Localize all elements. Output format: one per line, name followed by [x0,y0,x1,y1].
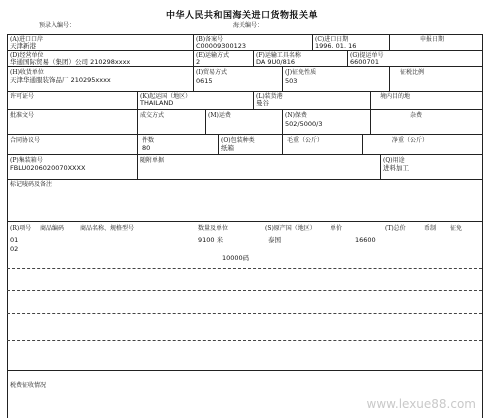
bill-of-lading-value: 6600701 [350,58,379,66]
goods-item-quantity: 9100 米 [198,236,224,244]
column-divider [370,91,371,109]
row-divider [7,109,482,110]
contract-no-label: 合同协议号 [10,137,41,144]
container-no-value: FBLU0206020070XXXX [10,164,86,172]
package-type-label: (O)包装种类 [221,137,255,144]
goods-separator [7,313,482,314]
goods-item-no: 02 [10,245,19,253]
pieces-label: 件数 [142,137,155,144]
column-divider [193,50,194,66]
row-divider [7,154,482,155]
trade-mode-value: 0615 [196,77,213,85]
receiving-unit-label: (H)收货单位 [10,69,44,76]
bill-of-lading-label: (G)提运单号 [350,52,384,59]
site-watermark: www.lexue88.com [366,397,476,411]
import-port-label: (A)进口口岸 [10,36,44,43]
trade-mode-label: (I)贸易方式 [196,69,228,76]
row-divider [7,66,482,67]
levy-nature-label: (J)征免性质 [285,69,317,76]
column-divider [389,66,390,91]
insurance-label: (N)保费 [285,112,307,119]
goods-col-origin: (S)原产国（地区） [265,225,316,232]
transport-mode-label: (E)运输方式 [196,52,230,59]
goods-item-total: 16600 [355,236,376,244]
pieces-value: 80 [142,144,151,152]
transaction-terms-label: 成交方式 [140,112,165,119]
goods-col-item-no: (R)项号 [10,225,32,232]
goods-col-unit-price: 单价 [330,225,343,232]
prerecord-number-label: 预录入编号： [39,22,76,29]
goods-item-no: 01 [10,236,19,244]
goods-col-total-price: (T)总价 [385,225,406,232]
column-divider [253,91,254,109]
import-port-value: 天津新港 [10,42,36,50]
import-date-value: 1996. 01. 16 [315,42,357,50]
column-divider [137,134,138,154]
document-title: 中华人民共和国海关进口货物报关单 [165,11,318,21]
goods-col-quantity: 数量及单位 [198,225,229,232]
receiving-unit-value: 天津华通服装饰品厂 210295xxxx [10,76,111,84]
column-divider [137,109,138,134]
approval-no-label: 批准文号 [10,112,35,119]
levy-ratio-label: 征税比例 [400,69,425,76]
row-divider [7,221,482,222]
tax-collection-label: 税费征收情况 [10,382,47,389]
row-divider [7,134,482,135]
record-no-value: C00009300123 [196,42,247,50]
goods-separator [7,290,482,291]
goods-separator [7,268,482,269]
customs-number-label: 海关编号： [233,22,264,29]
column-divider [193,34,194,50]
origin-country-label: (K)起运国（地区） [140,93,192,100]
levy-nature-value: 503 [285,77,298,85]
column-divider [362,134,363,154]
goods-item-quantity: 10000码 [222,254,250,262]
container-no-label: (P)集装箱号 [10,157,43,164]
column-divider [347,50,348,66]
row-divider [7,370,482,371]
insurance-value: 502/5000/3 [285,120,323,128]
loading-port-value: 曼谷 [256,99,269,107]
record-no-label: (B)备案号 [196,36,224,43]
freight-label: (M)运费 [208,112,231,119]
net-weight-label: 净重（公斤） [392,137,429,144]
column-divider [137,91,138,109]
vessel-name-value: DA 9U0/816 [256,58,296,66]
attached-documents-label: 随附单据 [140,157,165,164]
goods-item-origin: 泰国 [268,236,281,244]
row-divider [7,50,482,51]
marks-remarks-label: 标记唛码及备注 [10,181,53,188]
column-divider [205,109,206,134]
import-date-label: (C)进口日期 [315,36,349,43]
origin-country-value: THAILAND [140,99,174,107]
goods-col-currency: 币制 [424,225,437,232]
column-divider [380,154,381,179]
column-divider [282,134,283,154]
declare-date-label: 申报日期 [420,36,445,43]
transport-mode-value: 2 [196,58,201,66]
license-no-label: 许可证号 [10,93,35,100]
column-divider [137,154,138,179]
package-type-value: 纸箱 [221,144,234,152]
column-divider [389,34,390,50]
column-divider [370,109,371,134]
column-divider [282,66,283,91]
goods-separator [7,340,482,341]
purpose-label: (Q)用途 [383,157,405,164]
column-divider [253,50,254,66]
domestic-destination-label: 境内目的地 [380,93,411,100]
consignee-value: 华通国际贸易（集团）公司 210298xxxx [10,58,131,66]
misc-fees-label: 杂费 [410,112,423,119]
goods-col-hs-code: 商品编码 [40,225,65,232]
column-divider [193,66,194,91]
loading-port-label: (L)装货港 [256,93,283,100]
column-divider [282,109,283,134]
column-divider [218,134,219,154]
purpose-value: 进料加工 [383,164,409,172]
gross-weight-label: 毛重（公斤） [287,137,324,144]
vessel-name-label: (F)运输工具名称 [256,52,301,59]
goods-col-exemption: 征免 [450,225,463,232]
column-divider [312,34,313,50]
goods-col-description: 商品名称、规格型号 [80,225,135,232]
row-divider [7,179,482,180]
row-divider [7,91,482,92]
consignee-label: (D)经营单位 [10,52,44,59]
